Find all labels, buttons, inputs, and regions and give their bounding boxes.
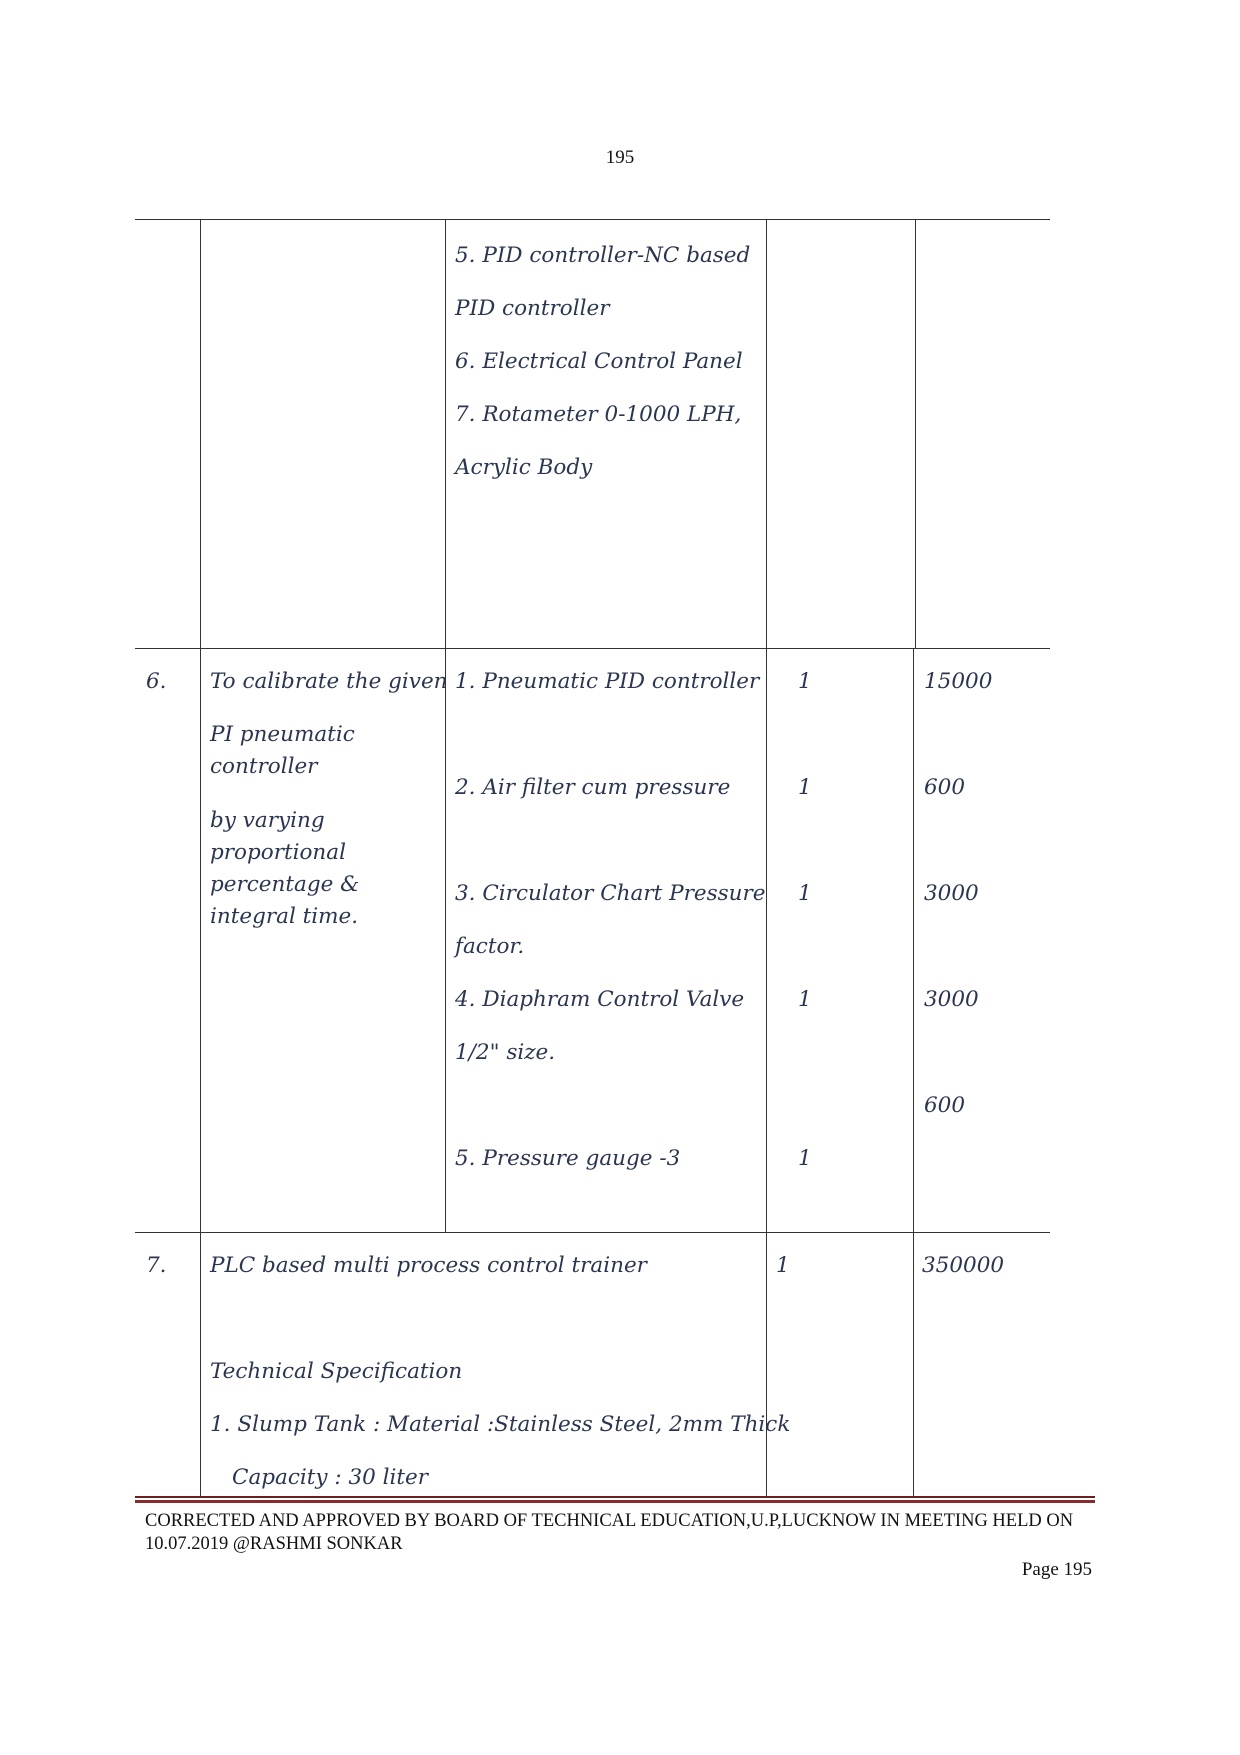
row7-spec-heading: Technical Specification bbox=[210, 1359, 463, 1384]
row6-cost-2: 600 bbox=[924, 775, 966, 800]
row6-item-3b: factor. bbox=[455, 934, 525, 959]
footer-page-number: Page 195 bbox=[1021, 1559, 1092, 1580]
table-rule-top bbox=[135, 219, 1050, 220]
continued-item-1: 5. PID controller-NC based bbox=[455, 243, 751, 268]
row6-qty-3: 1 bbox=[798, 881, 812, 906]
row6-qty-2: 1 bbox=[798, 775, 812, 800]
col-divider-2 bbox=[445, 219, 446, 1232]
page-number-top: 195 bbox=[605, 147, 635, 168]
footer-rule-thin bbox=[135, 1496, 1095, 1498]
row6-item-4b: 1/2" size. bbox=[455, 1040, 556, 1065]
footer-line-2: 10.07.2019 @RASHMI SONKAR bbox=[145, 1534, 403, 1554]
row7-title: PLC based multi process control trainer bbox=[210, 1253, 647, 1278]
continued-item-2: PID controller bbox=[455, 296, 610, 321]
row7-qty: 1 bbox=[776, 1253, 790, 1278]
row6-experiment-line-1: To calibrate the given bbox=[210, 669, 448, 694]
col-divider-4a bbox=[915, 219, 916, 648]
row6-sno: 6. bbox=[146, 669, 167, 694]
row6-qty-4: 1 bbox=[798, 987, 812, 1012]
row6-cost-5: 600 bbox=[924, 1093, 966, 1118]
col-divider-4b bbox=[913, 648, 914, 1497]
row6-item-3: 3. Circulator Chart Pressure bbox=[455, 881, 766, 906]
row6-item-2: 2. Air filter cum pressure bbox=[455, 775, 731, 800]
row6-experiment-line-2: PI pneumatic controller bbox=[210, 722, 355, 779]
footer-approval-text bbox=[145, 1510, 1095, 1556]
row6-experiment-line-3: by varying proportional percentage & integral time. bbox=[210, 808, 360, 929]
continued-item-5: Acrylic Body bbox=[455, 455, 593, 480]
row6-cost-4: 3000 bbox=[924, 987, 979, 1012]
row7-sno: 7. bbox=[146, 1253, 167, 1278]
row6-item-1: 1. Pneumatic PID controller bbox=[455, 669, 760, 694]
row7-cost: 350000 bbox=[922, 1253, 1005, 1278]
row6-qty-5: 1 bbox=[798, 1146, 812, 1171]
footer-rule-thick bbox=[135, 1500, 1095, 1503]
continued-item-4: 7. Rotameter 0-1000 LPH, bbox=[455, 402, 742, 427]
footer-line-1: CORRECTED AND APPROVED BY BOARD OF TECHNICAL EDUCATION,U.P,LUCKNOW IN MEETING HELD ON bbox=[145, 1511, 1074, 1531]
row7-spec-1-capacity: Capacity : 30 liter bbox=[232, 1465, 429, 1490]
row6-cost-1: 15000 bbox=[924, 669, 993, 694]
col-divider-3 bbox=[766, 219, 767, 1497]
continued-item-3: 6. Electrical Control Panel bbox=[455, 349, 743, 374]
row6-qty-1: 1 bbox=[798, 669, 812, 694]
row7-spec-1: 1. Slump Tank : Material :Stainless Steel, 2mm Thick bbox=[210, 1412, 791, 1437]
row6-cost-3: 3000 bbox=[924, 881, 979, 906]
row6-item-4: 4. Diaphram Control Valve bbox=[455, 987, 745, 1012]
col-divider-1 bbox=[200, 219, 201, 1497]
row6-item-5: 5. Pressure gauge -3 bbox=[455, 1146, 681, 1171]
